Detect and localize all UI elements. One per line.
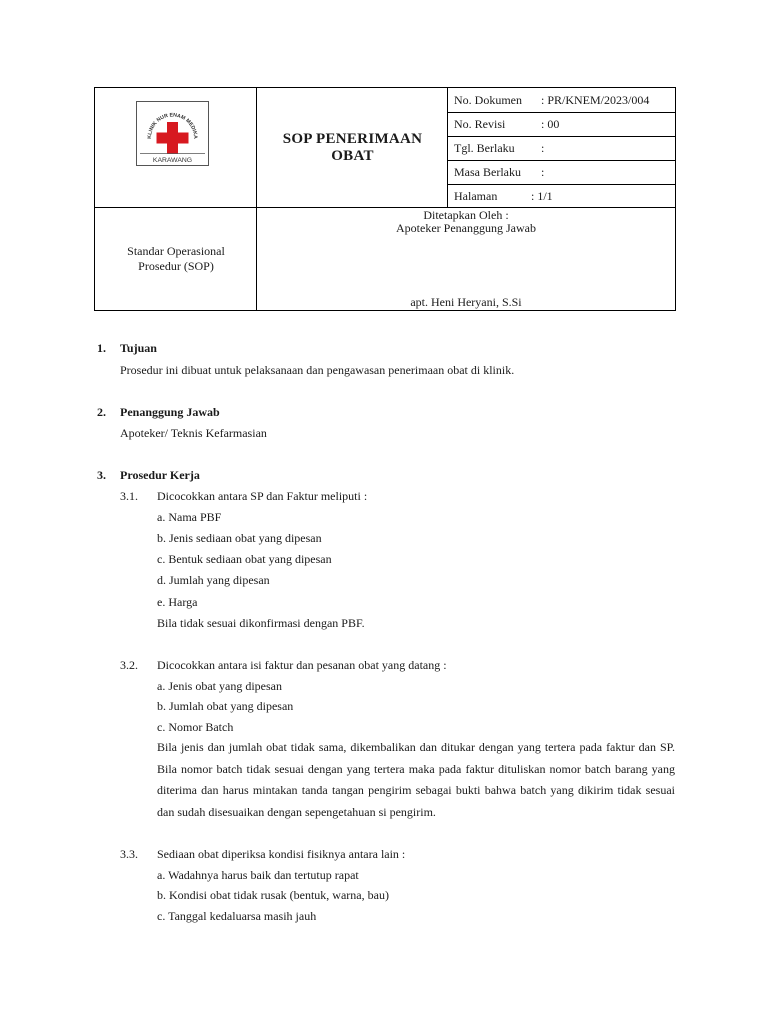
meta-row-halaman: Halaman : 1/1 — [454, 189, 553, 203]
red-cross-icon — [157, 122, 189, 154]
subsection-title: Dicocokkan antara isi faktur dan pesanan obat yang datang : — [157, 658, 447, 672]
subsection-title: Sediaan obat diperiksa kondisi fisiknya antara lain : — [157, 847, 406, 861]
list-item: b. Jumlah obat yang dipesan — [157, 699, 294, 713]
logo-location-text: KARAWANG — [152, 157, 193, 164]
list-item: c. Bentuk sediaan obat yang dipesan — [157, 552, 332, 566]
meta-row-no-revisi: No. Revisi : 00 — [454, 117, 560, 131]
header-table — [94, 87, 676, 311]
list-item: a. Jenis obat yang dipesan — [157, 679, 282, 693]
list-item: a. Wadahnya harus baik dan tertutup rapat — [157, 868, 359, 882]
sop-label-cell — [95, 208, 257, 310]
logo-arc-text: KLINIK NUR ENAM MEDIKA — [146, 112, 199, 139]
document-meta — [448, 88, 675, 208]
ditetapkan-label: Ditetapkan Oleh : — [423, 208, 509, 222]
section-number: 1. — [97, 341, 106, 355]
section-text: Prosedur ini dibuat untuk pelaksanaan dan pengawasan penerimaan obat di klinik. — [120, 363, 515, 377]
signer-name: apt. Heni Heryani, S.Si — [410, 295, 522, 309]
sop-label: Standar Operasional — [127, 244, 225, 258]
title-cell — [257, 88, 448, 208]
subsection-number: 3.1. — [120, 489, 138, 503]
section-number: 2. — [97, 405, 106, 419]
logo-cell — [95, 88, 257, 208]
section-text: Apoteker/ Teknis Kefarmasian — [120, 426, 267, 440]
list-item: d. Jumlah yang dipesan — [157, 573, 270, 587]
meta-row-no-dokumen: No. Dokumen : PR/KNEM/2023/004 — [454, 93, 650, 107]
sop-label: Prosedur (SOP) — [138, 259, 214, 273]
approval-cell — [257, 208, 675, 310]
subsection-title: Dicocokkan antara SP dan Faktur meliputi : — [157, 489, 368, 503]
meta-row-masa-berlaku: Masa Berlaku : — [454, 165, 545, 179]
list-item: b. Kondisi obat tidak rusak (bentuk, warna, bau) — [157, 888, 389, 902]
jabatan-label: Apoteker Penanggung Jawab — [396, 221, 536, 235]
subsection-number: 3.3. — [120, 847, 138, 861]
subsection-number: 3.2. — [120, 658, 138, 672]
list-item: c. Nomor Batch — [157, 720, 234, 734]
subsection-note: Bila tidak sesuai dikonfirmasi dengan PBF. — [157, 616, 365, 630]
list-item: c. Tanggal kedaluarsa masih jauh — [157, 909, 317, 923]
section-title-tujuan: Tujuan — [120, 341, 157, 355]
document-title: SOP PENERIMAAN OBAT — [282, 131, 423, 164]
section-number: 3. — [97, 468, 106, 482]
list-item: e. Harga — [157, 595, 198, 609]
list-item: b. Jenis sediaan obat yang dipesan — [157, 531, 322, 545]
list-item: a. Nama PBF — [157, 510, 222, 524]
section-title-penanggung-jawab: Penanggung Jawab — [120, 405, 220, 419]
clinic-logo — [136, 101, 209, 166]
meta-row-tgl-berlaku: Tgl. Berlaku : — [454, 141, 545, 155]
subsection-note-paragraph: Bila jenis dan jumlah obat tidak sama, dikembalikan dan ditukar dengan yang tertera pada faktur dan SP. Bila nomor batch tidak sesuai dengan yang tertera maka pada faktur dituliskan nomor batch barang yang diterima dan harus mintakan tanda tangan pengirim sebagai bukti bahwa batch yang dikirim tidak sesuai dan sudah disesuaikan dengan sepengetahuan si pengirim. — [157, 740, 675, 819]
section-title-prosedur-kerja: Prosedur Kerja — [120, 468, 200, 482]
